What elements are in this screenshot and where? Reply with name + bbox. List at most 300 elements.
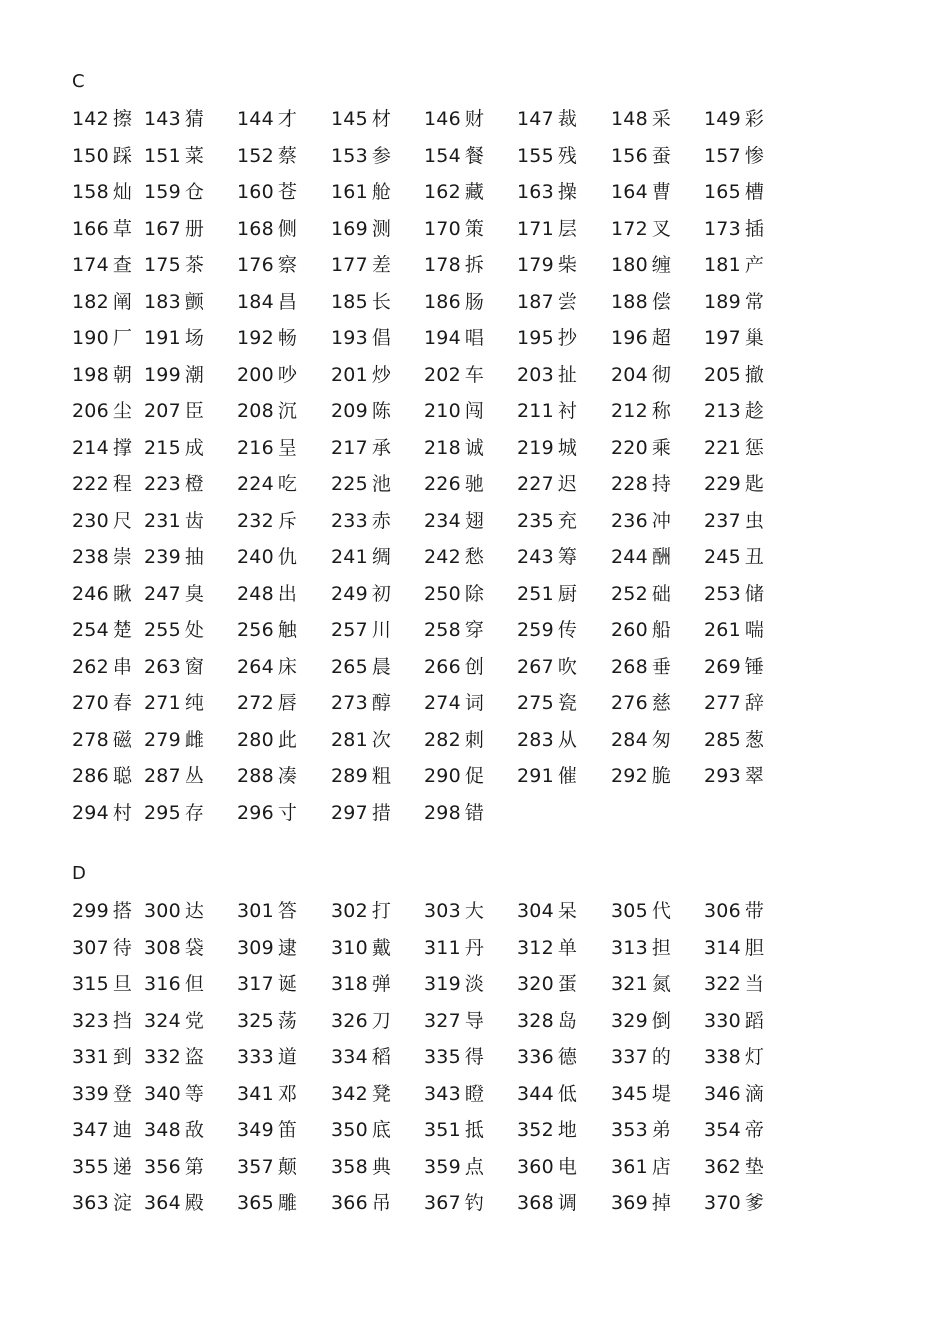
entry-character: 到 <box>112 1046 132 1068</box>
entry-number: 302 <box>331 900 368 922</box>
character-entry <box>424 1190 484 1216</box>
character-entry <box>331 106 391 132</box>
character-entry <box>704 325 764 351</box>
entry-number: 192 <box>237 327 274 349</box>
character-entry <box>611 362 671 388</box>
entry-character: 查 <box>112 254 132 276</box>
character-entry <box>704 106 764 132</box>
entry-number: 282 <box>424 728 461 751</box>
character-entry <box>144 544 204 570</box>
entry-character: 船 <box>651 619 671 641</box>
entry-character: 呆 <box>557 900 577 922</box>
entry-number: 317 <box>237 973 274 995</box>
entry-character: 残 <box>557 144 577 167</box>
character-entry <box>72 143 132 169</box>
character-entry <box>72 1044 132 1070</box>
entry-character: 掉 <box>651 1192 671 1214</box>
entry-character: 曹 <box>651 181 671 203</box>
entry-character: 吹 <box>557 655 577 678</box>
character-entry <box>611 544 671 570</box>
character-entry <box>331 289 391 315</box>
entry-number: 231 <box>144 509 181 532</box>
character-entry <box>331 398 391 424</box>
entry-character: 策 <box>464 217 484 240</box>
character-entry <box>611 471 671 497</box>
entry-number: 176 <box>237 254 274 276</box>
character-entry <box>237 898 297 924</box>
entry-character: 地 <box>557 1119 577 1141</box>
character-entry <box>237 106 297 132</box>
entry-character: 邓 <box>277 1082 297 1105</box>
entry-character: 楚 <box>112 619 132 641</box>
entry-character: 滴 <box>744 1082 764 1105</box>
entry-number: 230 <box>72 509 109 532</box>
entry-character: 堤 <box>651 1082 671 1105</box>
entry-character: 典 <box>371 1155 391 1178</box>
entry-number: 275 <box>517 692 554 714</box>
character-entry <box>704 654 764 680</box>
entry-character: 仇 <box>277 546 297 568</box>
entry-character: 擦 <box>112 108 132 130</box>
entry-number: 202 <box>424 363 461 386</box>
entry-number: 330 <box>704 1009 741 1032</box>
character-entry <box>517 1117 577 1143</box>
entry-character: 村 <box>112 801 132 824</box>
entry-character: 倒 <box>651 1009 671 1032</box>
entry-number: 221 <box>704 436 741 459</box>
character-entry <box>331 1190 391 1216</box>
entry-character: 餐 <box>464 144 484 167</box>
entry-number: 307 <box>72 936 109 959</box>
entry-character: 陈 <box>371 400 391 422</box>
entry-number: 223 <box>144 473 181 495</box>
entry-number: 266 <box>424 655 461 678</box>
entry-number: 325 <box>237 1009 274 1032</box>
entry-character: 苍 <box>277 181 297 203</box>
entry-number: 213 <box>704 400 741 422</box>
character-entry <box>517 1190 577 1216</box>
entry-number: 177 <box>331 254 368 276</box>
entry-character: 稻 <box>371 1046 391 1068</box>
character-entry <box>144 654 204 680</box>
character-entry <box>704 898 764 924</box>
entry-character: 刀 <box>371 1009 391 1032</box>
character-entry <box>517 898 577 924</box>
entry-character: 册 <box>184 217 204 240</box>
entry-character: 迟 <box>557 473 577 495</box>
entry-character: 传 <box>557 619 577 641</box>
entry-character: 逮 <box>277 936 297 959</box>
character-entry <box>331 654 391 680</box>
character-entry <box>144 763 204 789</box>
entry-character: 倡 <box>371 327 391 349</box>
character-entry <box>517 727 577 753</box>
character-entry <box>517 1044 577 1070</box>
entry-number: 151 <box>144 144 181 167</box>
character-entry <box>704 935 764 961</box>
entry-number: 200 <box>237 363 274 386</box>
character-entry <box>237 727 297 753</box>
entry-character: 裁 <box>557 108 577 130</box>
character-entry <box>424 252 484 278</box>
character-entry <box>704 690 764 716</box>
entry-character: 催 <box>557 765 577 787</box>
character-entry <box>611 1044 671 1070</box>
character-entry <box>237 935 297 961</box>
character-entry <box>611 106 671 132</box>
entry-number: 333 <box>237 1046 274 1068</box>
character-entry <box>424 289 484 315</box>
entry-character: 党 <box>184 1009 204 1032</box>
character-entry <box>611 1081 671 1107</box>
entry-character: 单 <box>557 936 577 959</box>
entry-character: 错 <box>464 801 484 824</box>
character-entry <box>424 971 484 997</box>
entry-character: 灿 <box>112 181 132 203</box>
entry-number: 335 <box>424 1046 461 1068</box>
entry-character: 淀 <box>112 1192 132 1214</box>
entry-number: 158 <box>72 181 109 203</box>
entry-character: 昌 <box>277 290 297 313</box>
character-entry <box>704 617 764 643</box>
character-entry <box>237 398 297 424</box>
character-entry <box>72 471 132 497</box>
character-entry <box>237 971 297 997</box>
entry-number: 216 <box>237 436 274 459</box>
entry-character: 递 <box>112 1155 132 1178</box>
character-entry <box>72 1154 132 1180</box>
entry-number: 313 <box>611 936 648 959</box>
entry-number: 284 <box>611 728 648 751</box>
entry-character: 抄 <box>557 327 577 349</box>
entry-number: 339 <box>72 1082 109 1105</box>
character-entry <box>72 800 132 826</box>
entry-character: 磁 <box>112 728 132 751</box>
character-entry <box>517 179 577 205</box>
character-entry <box>237 617 297 643</box>
character-entry <box>72 216 132 242</box>
character-entry <box>611 1154 671 1180</box>
character-entry <box>517 581 577 607</box>
character-entry <box>517 435 577 461</box>
entry-character: 唇 <box>277 692 297 714</box>
entry-character: 炒 <box>371 363 391 386</box>
character-entry <box>237 1044 297 1070</box>
entry-number: 161 <box>331 181 368 203</box>
entry-number: 218 <box>424 436 461 459</box>
entry-number: 349 <box>237 1119 274 1141</box>
entry-number: 242 <box>424 546 461 568</box>
character-entry <box>424 106 484 132</box>
entry-number: 189 <box>704 290 741 313</box>
entry-number: 285 <box>704 728 741 751</box>
entry-character: 诞 <box>277 973 297 995</box>
entry-number: 261 <box>704 619 741 641</box>
entry-character: 酬 <box>651 546 671 568</box>
entry-character: 殿 <box>184 1192 204 1214</box>
character-entry <box>144 435 204 461</box>
entry-character: 缠 <box>651 254 671 276</box>
entry-number: 188 <box>611 290 648 313</box>
character-entry <box>237 1008 297 1034</box>
entry-number: 270 <box>72 692 109 714</box>
character-entry <box>704 1154 764 1180</box>
character-entry <box>72 508 132 534</box>
entry-character: 绸 <box>371 546 391 568</box>
entry-character: 道 <box>277 1046 297 1068</box>
entry-character: 登 <box>112 1082 132 1105</box>
entry-number: 332 <box>144 1046 181 1068</box>
entry-character: 丑 <box>744 546 764 568</box>
entry-character: 但 <box>184 973 204 995</box>
entry-number: 246 <box>72 582 109 605</box>
entry-number: 244 <box>611 546 648 568</box>
entry-number: 217 <box>331 436 368 459</box>
entry-number: 238 <box>72 546 109 568</box>
character-entry <box>611 935 671 961</box>
entry-number: 228 <box>611 473 648 495</box>
entry-character: 唱 <box>464 327 484 349</box>
entry-character: 虫 <box>744 509 764 532</box>
entry-character: 醇 <box>371 692 391 714</box>
entry-character: 氮 <box>651 973 671 995</box>
character-entry <box>237 1081 297 1107</box>
entry-number: 160 <box>237 181 274 203</box>
entry-character: 店 <box>651 1155 671 1178</box>
entry-number: 219 <box>517 436 554 459</box>
entry-character: 承 <box>371 436 391 459</box>
entry-character: 措 <box>371 801 391 824</box>
entry-character: 巢 <box>744 327 764 349</box>
entry-number: 254 <box>72 619 109 641</box>
entry-number: 239 <box>144 546 181 568</box>
character-entry <box>424 1081 484 1107</box>
entry-character: 斥 <box>277 509 297 532</box>
entry-character: 础 <box>651 582 671 605</box>
entry-character: 垫 <box>744 1155 764 1178</box>
character-entry <box>144 252 204 278</box>
entry-number: 364 <box>144 1192 181 1214</box>
entry-character: 车 <box>464 363 484 386</box>
entry-character: 床 <box>277 655 297 678</box>
entry-number: 233 <box>331 509 368 532</box>
entry-number: 276 <box>611 692 648 714</box>
character-entry <box>331 690 391 716</box>
character-entry <box>331 471 391 497</box>
character-entry <box>424 143 484 169</box>
entry-number: 256 <box>237 619 274 641</box>
entry-character: 雕 <box>277 1192 297 1214</box>
entry-character: 除 <box>464 582 484 605</box>
entry-number: 322 <box>704 973 741 995</box>
character-entry <box>237 581 297 607</box>
entry-character: 阐 <box>112 290 132 313</box>
character-entry <box>517 143 577 169</box>
character-entry <box>611 763 671 789</box>
entry-character: 财 <box>464 108 484 130</box>
entry-number: 247 <box>144 582 181 605</box>
character-entry <box>144 1044 204 1070</box>
entry-character: 打 <box>371 900 391 922</box>
character-entry <box>144 216 204 242</box>
character-entry <box>331 143 391 169</box>
character-entry <box>704 216 764 242</box>
character-entry <box>144 1008 204 1034</box>
entry-character: 匙 <box>744 473 764 495</box>
entry-character: 凑 <box>277 765 297 787</box>
entry-number: 235 <box>517 509 554 532</box>
entry-number: 224 <box>237 473 274 495</box>
character-entry <box>424 435 484 461</box>
character-entry <box>237 690 297 716</box>
character-entry <box>144 398 204 424</box>
entry-character: 匆 <box>651 728 671 751</box>
entry-number: 271 <box>144 692 181 714</box>
entry-number: 197 <box>704 327 741 349</box>
entry-number: 305 <box>611 900 648 922</box>
character-entry <box>331 1117 391 1143</box>
entry-character: 撤 <box>744 363 764 386</box>
entry-number: 212 <box>611 400 648 422</box>
entry-character: 长 <box>371 290 391 313</box>
character-entry <box>704 471 764 497</box>
entry-number: 294 <box>72 801 109 824</box>
character-entry <box>331 325 391 351</box>
entry-character: 大 <box>464 900 484 922</box>
entry-number: 211 <box>517 400 554 422</box>
entry-number: 281 <box>331 728 368 751</box>
entry-number: 351 <box>424 1119 461 1141</box>
entry-character: 初 <box>371 582 391 605</box>
character-entry <box>424 617 484 643</box>
character-entry <box>704 1044 764 1070</box>
entry-character: 采 <box>651 108 671 130</box>
entry-number: 252 <box>611 582 648 605</box>
entry-number: 257 <box>331 619 368 641</box>
entry-number: 187 <box>517 290 554 313</box>
character-entry <box>72 1008 132 1034</box>
entry-number: 342 <box>331 1082 368 1105</box>
character-entry <box>704 435 764 461</box>
entry-character: 差 <box>371 254 391 276</box>
entry-number: 308 <box>144 936 181 959</box>
character-entry <box>424 398 484 424</box>
entry-character: 葱 <box>744 728 764 751</box>
entry-character: 尘 <box>112 400 132 422</box>
entry-number: 358 <box>331 1155 368 1178</box>
entry-character: 齿 <box>184 509 204 532</box>
character-entry <box>331 1154 391 1180</box>
entry-number: 181 <box>704 254 741 276</box>
character-entry <box>424 508 484 534</box>
entry-character: 辞 <box>744 692 764 714</box>
entry-character: 测 <box>371 217 391 240</box>
entry-character: 促 <box>464 765 484 787</box>
character-entry <box>237 654 297 680</box>
entry-character: 参 <box>371 144 391 167</box>
entry-number: 227 <box>517 473 554 495</box>
entry-character: 藏 <box>464 181 484 203</box>
entry-number: 198 <box>72 363 109 386</box>
character-entry <box>331 581 391 607</box>
entry-number: 327 <box>424 1009 461 1032</box>
character-entry <box>704 971 764 997</box>
entry-number: 262 <box>72 655 109 678</box>
entry-character: 爹 <box>744 1192 764 1214</box>
entry-number: 163 <box>517 181 554 203</box>
entry-character: 抵 <box>464 1119 484 1141</box>
entry-number: 250 <box>424 582 461 605</box>
character-entry <box>331 1081 391 1107</box>
character-entry <box>424 544 484 570</box>
entry-number: 162 <box>424 181 461 203</box>
entry-character: 调 <box>557 1192 577 1214</box>
entry-number: 298 <box>424 801 461 824</box>
entry-number: 321 <box>611 973 648 995</box>
entry-character: 待 <box>112 936 132 959</box>
entry-number: 170 <box>424 217 461 240</box>
entry-number: 152 <box>237 144 274 167</box>
entry-number: 309 <box>237 936 274 959</box>
entry-character: 呈 <box>277 436 297 459</box>
character-entry <box>331 179 391 205</box>
entry-character: 层 <box>557 217 577 240</box>
entry-character: 点 <box>464 1155 484 1178</box>
entry-number: 331 <box>72 1046 109 1068</box>
character-entry <box>611 1117 671 1143</box>
entry-character: 当 <box>744 973 764 995</box>
entry-character: 猜 <box>184 108 204 130</box>
entry-character: 城 <box>557 436 577 459</box>
character-entry <box>517 935 577 961</box>
entry-number: 293 <box>704 765 741 787</box>
entry-number: 164 <box>611 181 648 203</box>
entry-character: 旦 <box>112 973 132 995</box>
character-entry <box>72 362 132 388</box>
entry-character: 纯 <box>184 692 204 714</box>
entry-character: 第 <box>184 1155 204 1178</box>
entry-character: 称 <box>651 400 671 422</box>
entry-character: 肠 <box>464 290 484 313</box>
character-entry <box>424 800 484 826</box>
entry-character: 彻 <box>651 363 671 386</box>
entry-character: 愁 <box>464 546 484 568</box>
character-entry <box>237 1190 297 1216</box>
character-entry <box>424 1008 484 1034</box>
entry-character: 凳 <box>371 1082 391 1105</box>
entry-character: 荡 <box>277 1009 297 1032</box>
character-entry <box>704 143 764 169</box>
entry-character: 仓 <box>184 181 204 203</box>
character-entry <box>611 727 671 753</box>
entry-number: 356 <box>144 1155 181 1178</box>
entry-number: 199 <box>144 363 181 386</box>
entry-number: 178 <box>424 254 461 276</box>
character-entry <box>144 898 204 924</box>
character-entry <box>144 727 204 753</box>
entry-number: 185 <box>331 290 368 313</box>
entry-character: 才 <box>277 108 297 130</box>
entry-character: 刺 <box>464 728 484 751</box>
character-entry <box>237 289 297 315</box>
character-entry <box>237 252 297 278</box>
entry-number: 196 <box>611 327 648 349</box>
entry-number: 369 <box>611 1192 648 1214</box>
character-entry <box>237 216 297 242</box>
entry-character: 材 <box>371 108 391 130</box>
entry-number: 272 <box>237 692 274 714</box>
entry-character: 丹 <box>464 936 484 959</box>
